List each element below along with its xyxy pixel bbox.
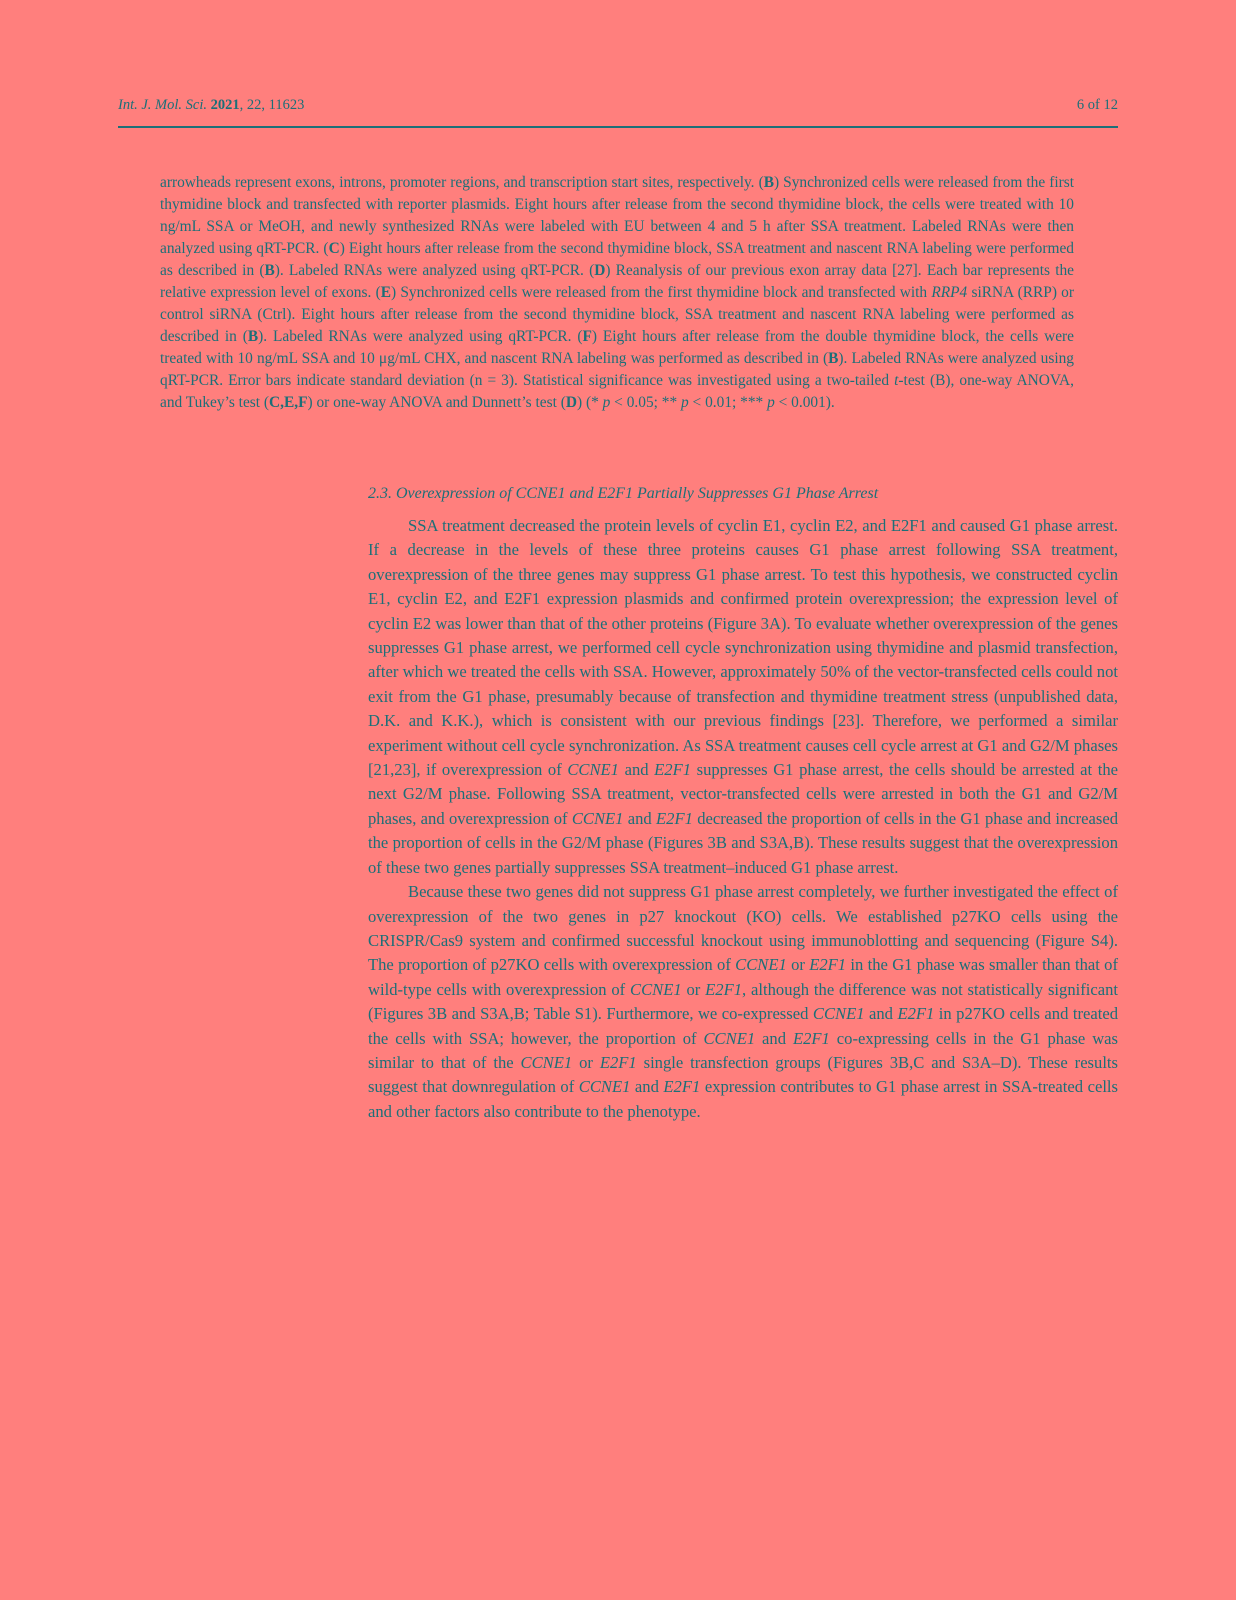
- italic-term: CCNE1: [567, 760, 619, 780]
- text-run: and: [630, 1077, 664, 1097]
- text-run: and: [864, 1004, 898, 1024]
- text-run: decreased the proportion of cells in the G1 phase and increased the proportion of cells in the G2/M phase (Figures 3B and S3A,B). These results suggest that the overexpression of these two genes partially suppresses SSA treatment–induced G1 phase arrest.: [368, 808, 1118, 877]
- page-number: 6 of 12: [1076, 97, 1118, 113]
- italic-term: E2F1: [897, 1004, 935, 1024]
- text-run: Because these two genes did not suppress G1 phase arrest completely, we further investigated the effect of overexpression of the two genes in p27 knockout (KO) cells. We established p27KO cells using the CRISPR/Cas9 system and confirmed successful knockout using immunoblotting and sequencing (Figure S4). The proportion of p27KO cells with overexpression of: [368, 882, 1118, 975]
- text-run: or: [786, 955, 810, 975]
- text-run: suppresses G1 phase arrest, the cells should be arrested at the next G2/M phase. Following SSA treatment, vector-transfected cells were arrested in both the G1 and G2/M phases, and overexpression of: [368, 760, 1118, 828]
- italic-term: CCNE1: [520, 1052, 573, 1072]
- text-run: ). Labeled RNAs were analyzed using qRT-PCR. (: [258, 328, 583, 345]
- text-run: ). Labeled RNAs were analyzed using qRT-PCR. Error bars indicate standard deviation (n = 3). Statistical significance was investigated using a two-tailed: [160, 350, 1074, 389]
- text-run: single transfection groups (Figures 3B,C and S3A–D). These results suggest that downregulation of: [368, 1052, 1118, 1097]
- italic-term: p: [602, 394, 611, 411]
- italic-term: CCNE1: [735, 955, 787, 975]
- text-run: ) Reanalysis of our previous exon array data [27]. Each bar represents the relative expression level of exons. (: [160, 262, 1074, 301]
- text-run: SSA treatment decreased the protein levels of cyclin E1, cyclin E2, and E2F1 and caused G1 phase arrest. If a decrease in the levels of these three proteins causes G1 phase arrest following SSA treatment, overexpression of the three genes may suppress G1 phase arrest. To test this hypothesis, we constructed cyclin E1, cyclin E2, and E2F1 expression plasmids and confirmed protein overexpression; the expression level of cyclin E2 was lower than that of the other proteins (Figure 3A). To evaluate whether overexpression of the genes suppresses G1 phase arrest, we performed cell cycle synchronization using thymidine and plasmid transfection, after which we treated the cells with SSA. However, approximately 50% of the vector-transfected cells could not exit from the G1 phase, presumably because of transfection and thymidine treatment stress (unpublished data, D.K. and K.K.), which is consistent with our previous findings [23]. Therefore, we performed a similar experiment without cell cycle synchronization. As SSA treatment causes cell cycle arrest at G1 and G2/M phases [21,23], if overexpression of: [368, 516, 1118, 780]
- bold-ref: C: [328, 240, 340, 257]
- text-run: -test (B), one-way ANOVA, and Tukey’s test (: [160, 372, 1074, 411]
- running-header: [118, 97, 1118, 119]
- bold-ref: B: [763, 174, 774, 191]
- text-run: in the G1 phase was smaller than that of wild-type cells with overexpression of: [368, 955, 1119, 999]
- bold-ref: D: [594, 262, 606, 279]
- text-run: or: [681, 979, 706, 999]
- text-run: and: [755, 1028, 793, 1048]
- text-run: ) or one-way ANOVA and Dunnett’s test (: [307, 394, 566, 411]
- body-paragraph-1: [368, 514, 1118, 880]
- text-run: in p27KO cells and treated the cells with SSA; however, the proportion of: [368, 1004, 1118, 1048]
- italic-term: CCNE1: [578, 1077, 631, 1097]
- italic-term: RRP4: [931, 284, 968, 301]
- italic-term: E2F1: [809, 955, 847, 975]
- italic-term: CCNE1: [571, 808, 624, 828]
- journal-year: 2021: [210, 97, 240, 113]
- bold-ref: C,E,F: [269, 394, 308, 411]
- text-run: < 0.05; **: [610, 394, 681, 411]
- text-run: ) Eight hours after release from the second thymidine block, SSA treatment and nascent RNA labeling were performed as described in (: [160, 240, 1074, 279]
- italic-term: E2F1: [792, 1028, 830, 1048]
- journal-citation: [118, 97, 304, 114]
- italic-term: t: [894, 372, 899, 389]
- text-run: siRNA (RRP) or control siRNA (Ctrl). Eight hours after release from the second thymidine block, SSA treatment and nascent RNA labeling were performed as described in (: [160, 284, 1074, 345]
- italic-term: CCNE1: [812, 1004, 865, 1024]
- bold-ref: B: [247, 328, 259, 345]
- text-run: < 0.01; ***: [688, 394, 768, 411]
- bold-ref: D: [565, 394, 577, 411]
- text-run: expression contributes to G1 phase arrest in SSA-treated cells and other factors also contribute to the phenotype.: [368, 1077, 1118, 1121]
- italic-term: p: [681, 394, 689, 411]
- journal-name: Int. J. Mol. Sci.: [118, 97, 207, 113]
- text-run: ). Labeled RNAs were analyzed using qRT-PCR. (: [274, 262, 595, 279]
- text-run: and: [618, 760, 655, 780]
- text-run: ) Synchronized cells were released from the first thymidine block and transfected with: [390, 284, 932, 301]
- figure-caption-continued: [160, 172, 1074, 414]
- italic-term: E2F1: [654, 760, 692, 780]
- header-divider: [118, 126, 1118, 128]
- bold-ref: B: [828, 350, 839, 367]
- bold-ref: F: [582, 328, 592, 345]
- bold-ref: E: [380, 284, 391, 301]
- italic-term: E2F1: [599, 1052, 637, 1072]
- text-run: ) Synchronized cells were released from the first thymidine block and transfected with reporter plasmids. Eight hours after release from the second thymidine block, the cells were treated with 10 ng/mL SSA or MeOH, and newly synthesized RNAs were labeled with EU between 4 and 5 h after SSA treatment. Labeled RNAs were then analyzed using qRT-PCR. (: [160, 174, 1074, 257]
- text-run: or: [572, 1052, 600, 1072]
- journal-volume-article: , 22, 11623: [239, 97, 305, 113]
- section-2-3: [368, 482, 1118, 1124]
- section-heading: 2.3. Overexpression of CCNE1 and E2F1 Partially Suppresses G1 Phase Arrest: [368, 485, 879, 502]
- italic-term: CCNE1: [703, 1028, 756, 1048]
- text-run: ) Eight hours after release from the double thymidine block, the cells were treated with 10 ng/mL SSA and 10 μg/mL CHX, and nascent RNA labeling was performed as described in (: [160, 328, 1075, 367]
- italic-term: E2F1: [705, 979, 743, 999]
- text-run: co-expressing cells in the G1 phase was similar to that of the: [368, 1028, 1119, 1072]
- text-run: < 0.001).: [774, 394, 835, 411]
- italic-term: E2F1: [663, 1077, 701, 1097]
- bold-ref: B: [264, 262, 275, 279]
- text-run: arrowheads represent exons, introns, promoter regions, and transcription start sites, respectively. (: [160, 174, 764, 191]
- body-paragraph-2: [368, 880, 1118, 1124]
- text-run: , although the difference was not statistically significant (Figures 3B and S3A,B; Table S1). Furthermore, we co-expressed: [368, 979, 1118, 1024]
- italic-term: CCNE1: [630, 979, 682, 999]
- italic-term: p: [767, 394, 775, 411]
- text-run: ) (*: [576, 394, 603, 411]
- text-run: and: [623, 808, 657, 828]
- italic-term: E2F1: [656, 808, 693, 828]
